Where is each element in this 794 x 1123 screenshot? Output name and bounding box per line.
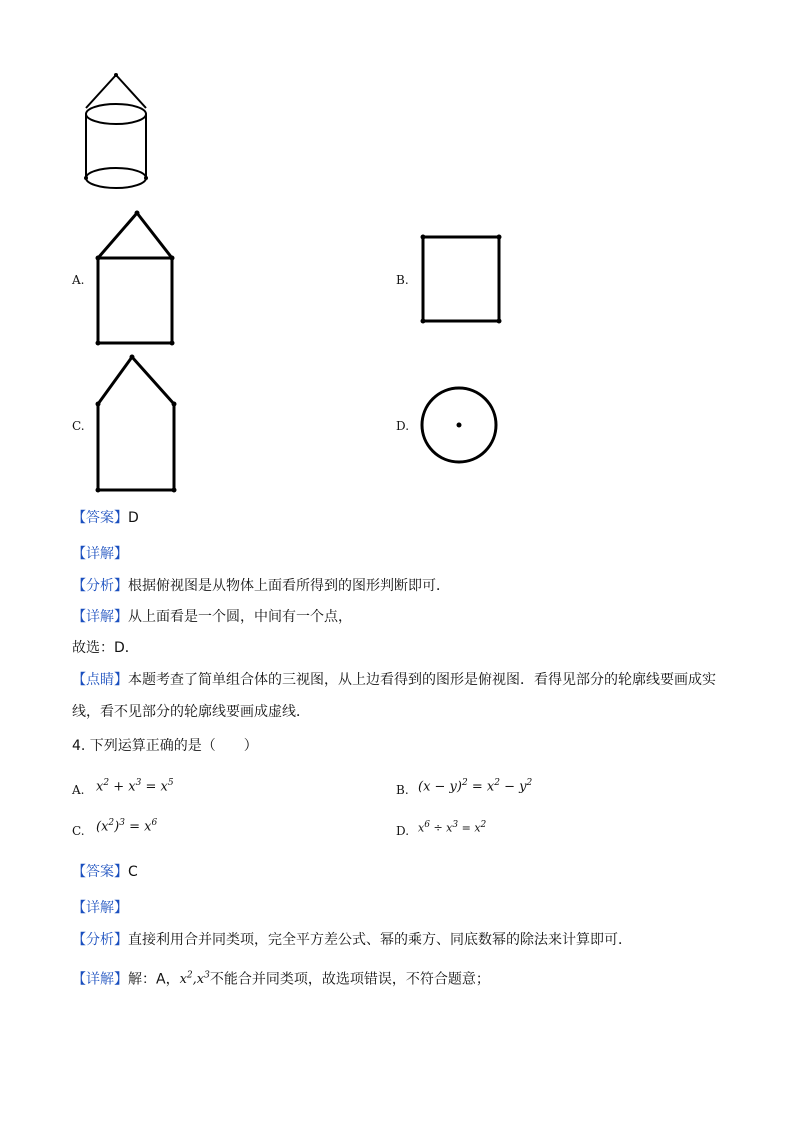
q4-stem: 4. 下列运算正确的是（ ） bbox=[72, 738, 258, 754]
q4-option-c-expr: $(x^2)^3 = x^6$ bbox=[96, 818, 158, 835]
q4-option-d-label: D. bbox=[396, 824, 410, 838]
q3-answer-line bbox=[72, 508, 139, 528]
q4-option-a-expr: $x^2 + x^3 = x^5$ bbox=[96, 778, 174, 795]
detail-header-tag: 【详解】 bbox=[72, 900, 128, 916]
q4-option-a-label: A. bbox=[72, 783, 85, 797]
q4-detail-line bbox=[72, 966, 490, 990]
q3-detail-line bbox=[72, 607, 352, 627]
q3-option-c-figure bbox=[94, 354, 178, 494]
answer-value: D bbox=[128, 510, 139, 526]
detail-suffix: 不能合并同类项，故选项错误，不符合题意； bbox=[209, 971, 490, 988]
answer-tag: 【答案】 bbox=[72, 510, 128, 526]
comment-text-1: 本题考查了简单组合体的三视图，从上边看得到的图形是俯视图．看得见部分的轮廓线要画成实 bbox=[128, 672, 716, 688]
detail-expr: $x^2,x^3$ bbox=[179, 971, 210, 988]
q3-option-d-figure bbox=[419, 386, 501, 466]
detail-prefix: 解：A， bbox=[128, 971, 180, 988]
detail-tag: 【详解】 bbox=[72, 609, 128, 625]
q3-option-c-label: C. bbox=[72, 419, 85, 433]
q3-choose-line: 故选：D． bbox=[72, 640, 139, 656]
analysis-text: 根据俯视图是从物体上面看所得到的图形判断即可． bbox=[128, 578, 450, 594]
q4-detail-header bbox=[72, 898, 128, 918]
q3-option-b-label: B. bbox=[396, 273, 409, 287]
q3-comment-line-1 bbox=[72, 670, 716, 690]
q4-analysis-line bbox=[72, 930, 632, 950]
analysis-tag: 【分析】 bbox=[72, 932, 128, 948]
detail-tag: 【详解】 bbox=[72, 971, 128, 988]
q3-comment-line-2: 线，看不见部分的轮廓线要画成虚线． bbox=[72, 704, 310, 720]
q4-answer-line bbox=[72, 862, 138, 882]
q4-option-d-expr: $x^6 \div x^3 = x^2$ bbox=[418, 820, 487, 835]
q3-detail-header bbox=[72, 544, 128, 564]
q3-option-d-label: D. bbox=[396, 419, 410, 433]
q3-option-a-figure bbox=[94, 210, 176, 348]
cone-cylinder-figure bbox=[78, 72, 154, 194]
comment-tag: 【点睛】 bbox=[72, 672, 128, 688]
q4-option-c-label: C. bbox=[72, 824, 85, 838]
analysis-tag: 【分析】 bbox=[72, 578, 128, 594]
q3-analysis-line bbox=[72, 576, 450, 596]
answer-tag: 【答案】 bbox=[72, 864, 128, 880]
q3-option-b-figure bbox=[419, 233, 503, 325]
q3-option-a-label: A. bbox=[72, 273, 85, 287]
answer-value: C bbox=[128, 864, 138, 880]
detail-header-tag: 【详解】 bbox=[72, 546, 128, 562]
detail-text: 从上面看是一个圆，中间有一个点， bbox=[128, 609, 352, 625]
analysis-text: 直接利用合并同类项，完全平方差公式、幂的乘方、同底数幂的除法来计算即可． bbox=[128, 932, 632, 948]
q4-option-b-expr: $(x - y)^2 = x^2 - y^2$ bbox=[418, 778, 533, 795]
q4-option-b-label: B. bbox=[396, 783, 409, 797]
